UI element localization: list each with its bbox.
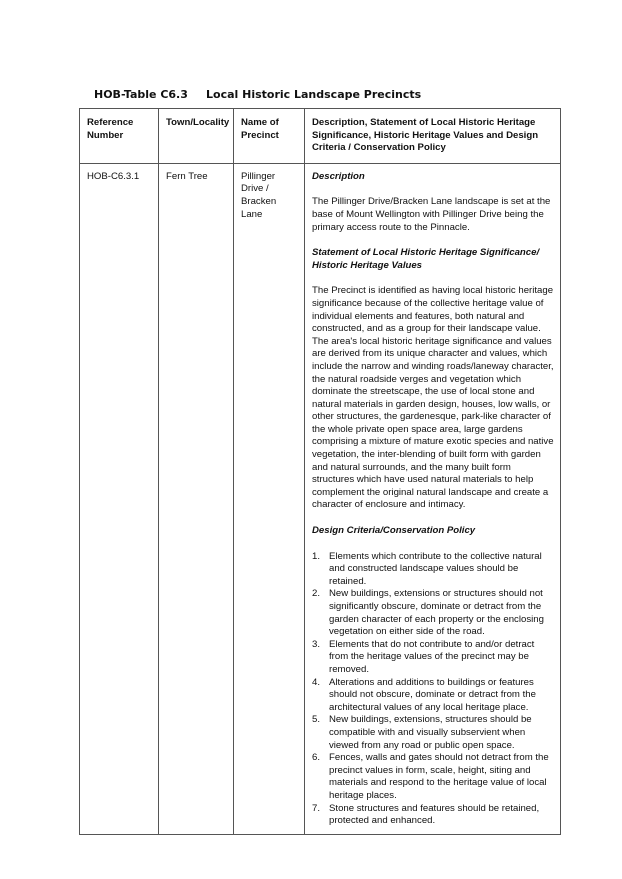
list-item-number: 2. xyxy=(312,588,321,600)
list-item-text: Alterations and additions to buildings or features should not obscure, dominate or detract from the architectural values of any local heritage place. xyxy=(329,676,536,713)
list-item-number: 6. xyxy=(312,752,321,764)
cell-town: Fern Tree xyxy=(159,163,234,834)
list-item-text: New buildings, extensions or structures should not significantly obscure, dominate or detract from the garden character of each property or the enclosing vegetation on either side of the road. xyxy=(329,588,544,638)
list-item-number: 7. xyxy=(312,802,321,814)
table-row xyxy=(80,163,561,834)
header-row xyxy=(80,109,561,164)
description-text: The Pillinger Drive/Bracken Lane landscape is set at the base of Mount Wellington with Pillinger Drive being the primary access route to the Pinnacle. xyxy=(312,196,551,233)
policy-list xyxy=(312,551,554,828)
list-item-text: Elements which contribute to the collective natural and constructed landscape values should be retained. xyxy=(329,550,542,587)
significance-text: The Precinct is identified as having local historic heritage significance because of the collective heritage value of individual elements and features, both natural and constructed, and as a group for their landscape value. The area's local historic heritage significance and values are derived from its unique character and values, which include the narrow and winding roads/laneway character, the natural roadside verges and vegetation which dominate the streetscape, the use of local stone and natural materials in garden design, houses, low walls, or other structures, the gardenesque, park-like character of the whole private open space area, large gardens comprising a mixture of mature exotic species and native vegetation, the inter-blending of built form with garden and natural surrounds, and the many built form structures which have used natural materials to help complement the original natural landscape and create a character of enclosure and intimacy. xyxy=(312,285,554,511)
table-caption xyxy=(94,88,421,101)
significance-heading: Statement of Local Historic Heritage Significance/ Historic Heritage Values xyxy=(312,247,540,271)
cell-name: Pillinger Drive / Bracken Lane xyxy=(234,163,305,834)
list-item-number: 3. xyxy=(312,638,321,650)
list-item xyxy=(312,588,554,638)
list-item xyxy=(312,639,554,677)
list-item xyxy=(312,803,554,828)
header-reference: Reference Number xyxy=(80,109,159,164)
table-id: HOB-Table C6.3 xyxy=(94,88,188,101)
header-name: Name of Precinct xyxy=(234,109,305,164)
header-town: Town/Locality xyxy=(159,109,234,164)
list-item-text: Elements that do not contribute to and/or detract from the heritage values of the precinct may be removed. xyxy=(329,638,535,675)
precinct-table xyxy=(79,108,561,835)
list-item xyxy=(312,714,554,752)
policy-heading: Design Criteria/Conservation Policy xyxy=(312,525,476,537)
list-item-number: 1. xyxy=(312,550,321,562)
list-item-text: New buildings, extensions, structures should be compatible with and visually subservient when viewed from any road or public open space. xyxy=(329,714,532,751)
list-item-text: Fences, walls and gates should not detract from the precinct values in form, scale, height, siting and materials and respond to the heritage value of local heritage places. xyxy=(329,752,549,801)
table-title: Local Historic Landscape Precincts xyxy=(206,88,422,101)
cell-description xyxy=(305,163,561,834)
cell-reference: HOB-C6.3.1 xyxy=(80,163,159,834)
list-item xyxy=(312,677,554,715)
list-item-number: 5. xyxy=(312,714,321,726)
list-item xyxy=(312,752,554,802)
description-heading: Description xyxy=(312,170,365,182)
list-item xyxy=(312,551,554,589)
list-item-number: 4. xyxy=(312,676,321,688)
header-description: Description, Statement of Local Historic Heritage Significance, Historic Heritage Values and Design Criteria / Conservation Policy xyxy=(305,109,561,164)
list-item-text: Stone structures and features should be retained, protected and enhanced. xyxy=(329,802,540,827)
